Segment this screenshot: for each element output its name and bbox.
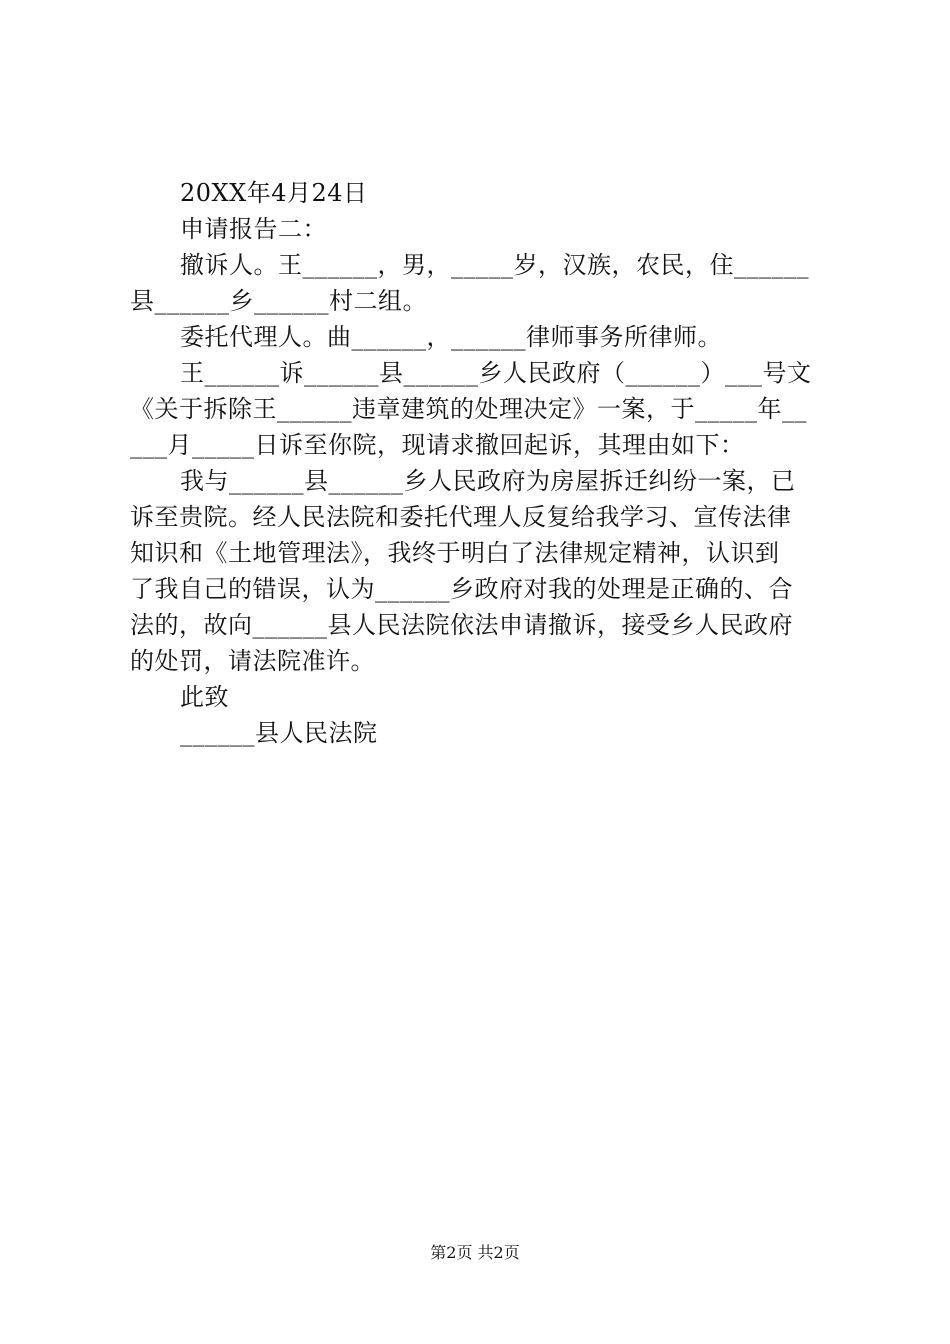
plaintiff-line: 撤诉人。王______，男，_____岁，汉族，农民，住______ <box>180 251 809 279</box>
document-body <box>130 175 834 751</box>
salutation-line: 此致 <box>180 683 229 711</box>
case-line-1: 王______诉______县______乡人民政府（______）___号文 <box>180 359 812 387</box>
case-line-2: 《关于拆除王______违章建筑的处理决定》一案，于_____年__ <box>130 395 807 423</box>
reason-line-6: 的处罚，请法院准许。 <box>130 647 375 675</box>
page-number-footer: 第2页 共2页 <box>430 1243 520 1262</box>
reason-line-1: 我与______县______乡人民政府为房屋拆迁纠纷一案，已 <box>180 467 796 495</box>
reason-line-2: 诉至贵院。经人民法院和委托代理人反复给我学习、宣传法律 <box>130 503 792 531</box>
document-title: 申请报告二： <box>180 215 327 243</box>
date-line: 20XX年4月24日 <box>180 179 368 207</box>
plaintiff-address-line: 县______乡______村二组。 <box>130 287 427 315</box>
case-line-3: ___月_____日诉至你院，现请求撤回起诉，其理由如下： <box>130 431 745 459</box>
reason-line-5: 法的，故向______县人民法院依法申请撤诉，接受乡人民政府 <box>130 611 793 639</box>
recipient-line: ______县人民法院 <box>180 719 378 747</box>
reason-line-4: 了我自己的错误，认为______乡政府对我的处理是正确的、合 <box>130 575 793 603</box>
agent-line: 委托代理人。曲______，______律师事务所律师。 <box>180 323 722 351</box>
reason-line-3: 知识和《土地管理法》，我终于明白了法律规定精神，认识到 <box>130 539 780 567</box>
